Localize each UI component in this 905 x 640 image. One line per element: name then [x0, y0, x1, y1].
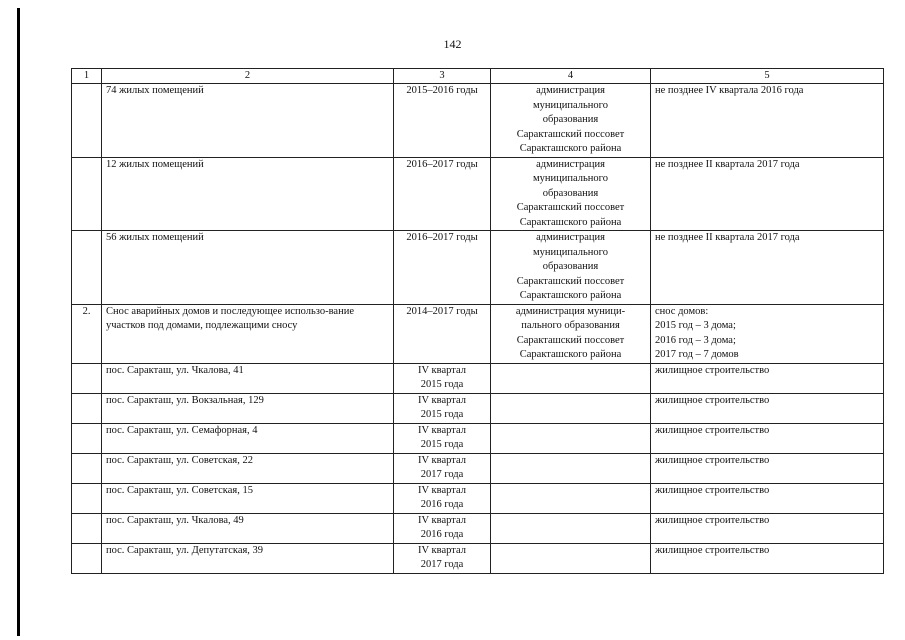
name-cell: 56 жилых помещений	[102, 231, 394, 305]
period-cell	[394, 483, 491, 513]
executor-cell	[491, 84, 651, 158]
period-cell	[394, 423, 491, 453]
executor-line: администрация	[536, 158, 605, 170]
period-line: 2016–2017 годы	[406, 158, 478, 170]
period-cell	[394, 363, 491, 393]
executor-line: администрация	[536, 232, 605, 243]
period-line: 2017 года	[420, 469, 464, 480]
executor-cell	[491, 393, 651, 423]
result-line: не позднее IV квартала 2016 года	[655, 85, 804, 96]
executor-cell	[491, 543, 651, 573]
executor-line: муниципального	[533, 173, 608, 184]
row-number-cell	[72, 84, 102, 158]
executor-cell	[491, 423, 651, 453]
executor-line: Саракташский поссовет	[516, 128, 625, 140]
result-line: не позднее II квартала 2017 года	[655, 232, 800, 243]
name-cell: пос. Саракташ, ул. Советская, 22	[102, 453, 394, 483]
executor-cell	[491, 231, 651, 305]
executor-line: муниципального	[533, 99, 608, 111]
executor-line: администрация	[536, 85, 605, 96]
row-number-cell	[72, 543, 102, 573]
executor-cell	[491, 453, 651, 483]
executor-cell	[491, 363, 651, 393]
result-cell	[651, 513, 884, 543]
period-cell	[394, 304, 491, 363]
period-cell	[394, 84, 491, 158]
period-line: 2015 года	[420, 439, 464, 450]
executor-line: Саракташский поссовет	[516, 334, 625, 346]
name-cell: пос. Саракташ, ул. Семафорная, 4	[102, 423, 394, 453]
executor-line: Саракташского района	[519, 290, 622, 301]
period-line: 2017 года	[420, 559, 464, 570]
table-row	[72, 513, 884, 543]
executor-line: пального образования	[521, 320, 620, 331]
row-number-cell	[72, 157, 102, 231]
period-line: 2014–2017 годы	[406, 305, 478, 317]
result-cell	[651, 453, 884, 483]
period-line: IV квартал	[418, 514, 466, 526]
row-number-cell	[72, 231, 102, 305]
period-line: 2016 года	[420, 529, 464, 540]
result-line: жилищное строительство	[655, 544, 770, 556]
period-line: 2015 года	[420, 379, 464, 390]
document-table	[71, 68, 884, 574]
period-cell	[394, 393, 491, 423]
table-row	[72, 304, 884, 363]
result-line: жилищное строительство	[655, 514, 770, 526]
name-cell: 74 жилых помещений	[102, 84, 394, 158]
executor-line: образования	[542, 187, 599, 199]
result-line: жилищное строительство	[655, 364, 770, 376]
result-cell	[651, 231, 884, 305]
result-cell	[651, 483, 884, 513]
result-cell	[651, 304, 884, 363]
table-row	[72, 423, 884, 453]
header-cell: 3	[394, 69, 491, 84]
name-cell: пос. Саракташ, ул. Вокзальная, 129	[102, 393, 394, 423]
executor-line: Саракташского района	[519, 143, 622, 154]
result-line: 2017 год – 7 домов	[655, 349, 739, 360]
name-cell: пос. Саракташ, ул. Депутатская, 39	[102, 543, 394, 573]
result-line: жилищное строительство	[655, 394, 770, 406]
name-cell: пос. Саракташ, ул. Чкалова, 49	[102, 513, 394, 543]
row-number-cell	[72, 483, 102, 513]
table-row	[72, 231, 884, 305]
margin-bar	[17, 8, 20, 636]
table-row	[72, 84, 884, 158]
executor-line: муниципального	[533, 246, 608, 258]
executor-line: администрация муници-	[515, 305, 626, 317]
result-line: 2016 год – 3 дома;	[655, 334, 736, 346]
header-cell: 4	[491, 69, 651, 84]
period-cell	[394, 157, 491, 231]
period-line: 2015–2016 годы	[406, 85, 478, 96]
period-line: IV квартал	[418, 484, 466, 496]
period-line: IV квартал	[418, 454, 466, 466]
result-cell	[651, 543, 884, 573]
executor-cell	[491, 304, 651, 363]
table-row	[72, 483, 884, 513]
name-cell: пос. Саракташ, ул. Советская, 15	[102, 483, 394, 513]
period-cell	[394, 513, 491, 543]
executor-line: Саракташского района	[519, 216, 622, 228]
period-line: 2016 года	[420, 499, 464, 510]
executor-cell	[491, 513, 651, 543]
header-cell: 1	[72, 69, 102, 84]
page-number: 142	[443, 37, 462, 51]
table-row	[72, 453, 884, 483]
row-number-cell	[72, 393, 102, 423]
period-line: IV квартал	[418, 364, 466, 376]
period-line: 2016–2017 годы	[406, 232, 478, 243]
row-number-cell	[72, 363, 102, 393]
result-cell	[651, 393, 884, 423]
executor-line: Саракташский поссовет	[516, 202, 625, 213]
result-line: 2015 год – 3 дома;	[655, 320, 736, 331]
result-line: жилищное строительство	[655, 484, 770, 496]
executor-line: Саракташский поссовет	[516, 275, 625, 287]
executor-cell	[491, 157, 651, 231]
name-cell: 12 жилых помещений	[102, 157, 394, 231]
period-line: IV квартал	[418, 424, 466, 436]
table-header-row	[72, 69, 884, 84]
result-line: не позднее II квартала 2017 года	[655, 158, 800, 170]
name-cell: пос. Саракташ, ул. Чкалова, 41	[102, 363, 394, 393]
result-cell	[651, 157, 884, 231]
result-line: жилищное строительство	[655, 424, 770, 436]
row-number-cell: 2.	[72, 304, 102, 363]
period-cell	[394, 453, 491, 483]
result-line: снос домов:	[655, 305, 709, 317]
result-cell	[651, 363, 884, 393]
executor-line: образования	[542, 114, 599, 125]
header-cell: 2	[102, 69, 394, 84]
table-row	[72, 543, 884, 573]
table-row	[72, 157, 884, 231]
row-number-cell	[72, 453, 102, 483]
executor-cell	[491, 483, 651, 513]
period-cell	[394, 543, 491, 573]
period-line: 2015 года	[420, 409, 464, 420]
row-number-cell	[72, 513, 102, 543]
period-line: IV квартал	[418, 544, 466, 556]
result-cell	[651, 423, 884, 453]
row-number-cell	[72, 423, 102, 453]
period-cell	[394, 231, 491, 305]
table-row	[72, 363, 884, 393]
name-cell: Снос аварийных домов и последующее использо-вание участков под домами, подлежащими сносу	[102, 304, 394, 363]
header-cell: 5	[651, 69, 884, 84]
period-line: IV квартал	[418, 394, 466, 406]
result-line: жилищное строительство	[655, 454, 770, 466]
table-row	[72, 393, 884, 423]
result-cell	[651, 84, 884, 158]
executor-line: образования	[542, 261, 599, 272]
executor-line: Саракташского района	[519, 349, 622, 360]
